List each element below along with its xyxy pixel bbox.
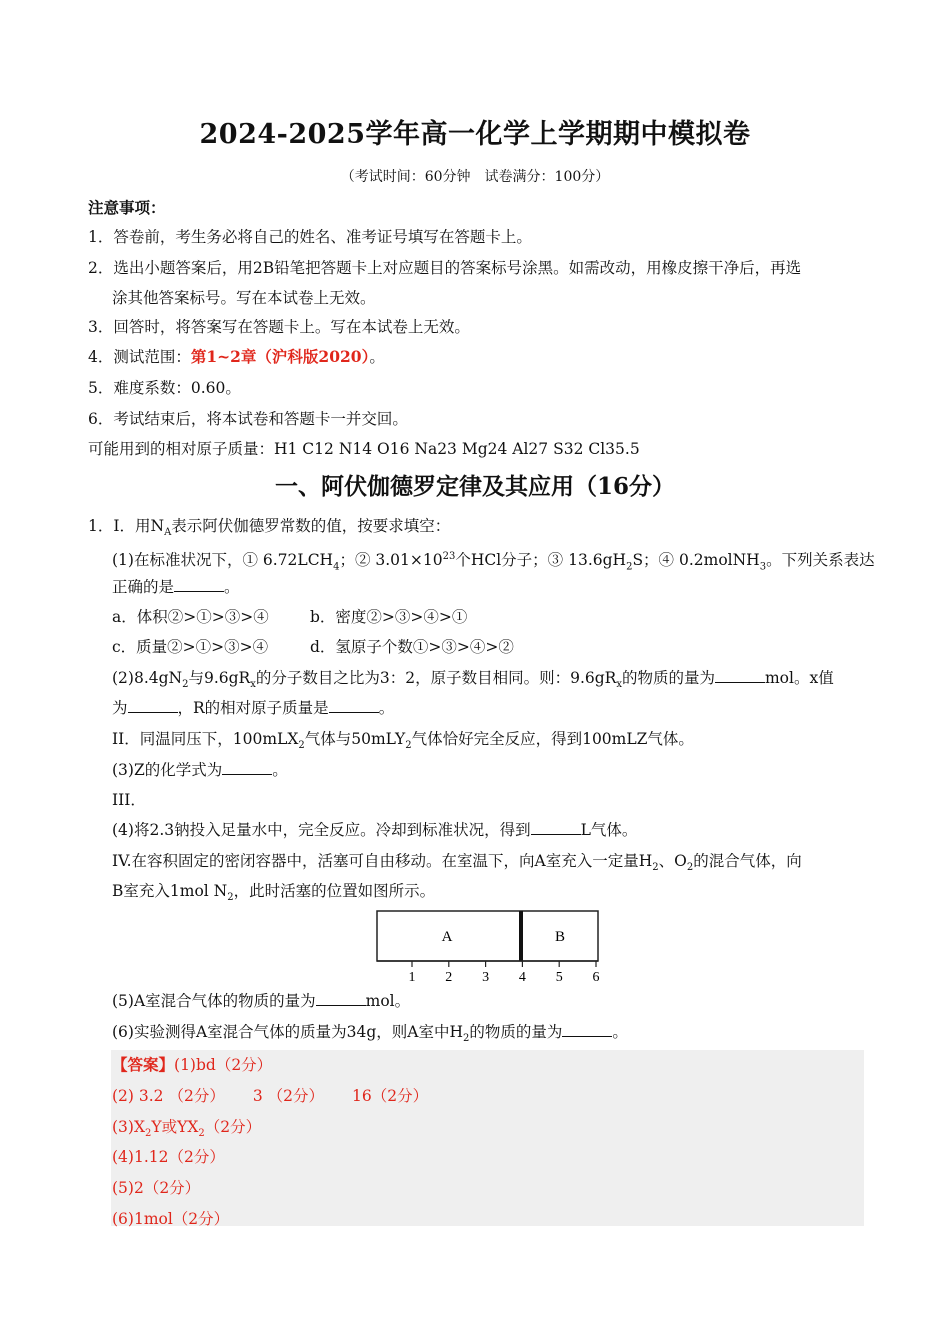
answer-blank[interactable] <box>222 760 272 775</box>
question-6: (6)实验测得A室混合气体的质量为34g，则A室中$H_2$的物质的量为 。 <box>112 1023 628 1045</box>
notice-item-2: 2．选出小题答案后，用2B铅笔把答题卡上对应题目的答案标号涂黑。如需改动，用橡皮擦干净后，再选 <box>88 259 802 277</box>
scale-tick-label: 6 <box>592 970 600 985</box>
question-1-2-line2: 为 ，R的相对原子质量是 。 <box>112 699 395 717</box>
scale-ticks <box>409 961 600 985</box>
question-1-1: (1)在标准状况下，① $6.72LCH_4$；② $3.01\times 10^{23}$个HCl分子；③ $13.6gH_2S$；④ 0.2molNH$_3$。下列关系表达 <box>112 551 875 573</box>
option-b: b．密度②>③>④>① <box>310 608 468 626</box>
answer-blank[interactable] <box>329 698 379 713</box>
option-c: c．质量②>①>③>④ <box>112 638 269 656</box>
scale-tick-label: 3 <box>482 970 490 985</box>
page-title: 2024-2025学年高一化学上学期期中模拟卷 <box>199 119 751 150</box>
question-1-1-line2: 正确的是 。 <box>112 578 240 596</box>
question-1-intro: 1．I．用$N_A$表示阿伏伽德罗常数的值，按要求填空： <box>88 517 451 539</box>
chamber-a-label: A <box>441 929 453 945</box>
scale-tick-label: 1 <box>408 970 416 985</box>
question-2-intro: II．同温同压下，100mLX$_2$气体与50mLY$_2$气体恰好完全反应，得到100mLZ气体。 <box>112 730 694 752</box>
question-4: (4)将2.3钠投入足量水中，完全反应。冷却到标准状况，得到 L气体。 <box>112 821 638 839</box>
part-4-intro: IV.在容积固定的密闭容器中，活塞可自由移动。在室温下，向A室充入一定量$H_2$、$O_2$的混合气体，向 <box>112 852 802 874</box>
section-title: 一、阿伏伽德罗定律及其应用（16分） <box>274 473 675 500</box>
notice-item-6: 6．考试结束后，将本试卷和答题卡一并交回。 <box>88 410 408 428</box>
atomic-masses: 可能用到的相对原子质量：H1 C12 N14 O16 Na23 Mg24 Al27 S32 Cl35.5 <box>88 440 640 458</box>
answer-6: (6)1mol（2分） <box>112 1210 230 1228</box>
part-3-label: III． <box>112 791 146 809</box>
scale-tick-label: 4 <box>518 970 526 985</box>
question-1-2: $(2)8.4gN_2$与$9.6gR_x$的分子数目之比为3：2，原子数目相同。则：$9.6gR_x$的物质的量为 mol。x值 <box>112 669 834 691</box>
part-4-intro-line2: B室充入1mol $N_2$，此时活塞的位置如图所示。 <box>112 882 436 904</box>
notice-item-4 <box>88 347 385 367</box>
option-a: a．体积②>①>③>④ <box>112 608 269 626</box>
notice-item-1: 1．答卷前，考生务必将自己的姓名、准考证号填写在答题卡上。 <box>88 228 532 246</box>
option-d: d．氢原子个数①>③>④>② <box>310 638 514 656</box>
answer-blank[interactable] <box>531 820 581 835</box>
notice-item-3: 3．回答时，将答案写在答题卡上。写在本试卷上无效。 <box>88 318 470 336</box>
exam-subtitle: （考试时间：60分钟 试卷满分：100分） <box>340 169 610 185</box>
test-scope: 第1~2章（沪科版2020） <box>190 347 370 366</box>
piston-diagram <box>370 905 610 987</box>
chamber-b-label: B <box>554 929 566 945</box>
scale-tick-label: 5 <box>555 970 563 985</box>
answer-1: 【答案】(1)bd（2分） <box>112 1055 273 1074</box>
answer-2: (2) 3.2 （2分） 3 （2分） 16（2分） <box>112 1087 429 1105</box>
answer-5: (5)2（2分） <box>112 1179 201 1197</box>
notice-item-4-label: 4．测试范围： <box>88 348 191 366</box>
question-3: (3)Z的化学式为 。 <box>112 761 288 779</box>
answer-blank[interactable] <box>715 668 765 683</box>
question-5: (5)A室混合气体的物质的量为 mol。 <box>112 992 411 1010</box>
notice-item-4-end: 。 <box>369 348 385 366</box>
answer-blank[interactable] <box>316 991 366 1006</box>
scale-tick-label: 2 <box>445 970 453 985</box>
answer-tag: 【答案】 <box>112 1055 175 1074</box>
notice-item-2-cont: 涂其他答案标号。写在本试卷上无效。 <box>112 289 376 307</box>
notice-item-5: 5．难度系数：0.60。 <box>88 379 241 397</box>
answer-blank[interactable] <box>128 698 178 713</box>
answer-4: (4)1.12（2分） <box>112 1148 225 1166</box>
notice-heading: 注意事项： <box>88 198 166 217</box>
answer-blank[interactable] <box>562 1022 612 1037</box>
answer-3: $(3)X_2Y$或$YX_2(2$分） <box>112 1118 262 1140</box>
answer-blank[interactable] <box>174 577 224 592</box>
